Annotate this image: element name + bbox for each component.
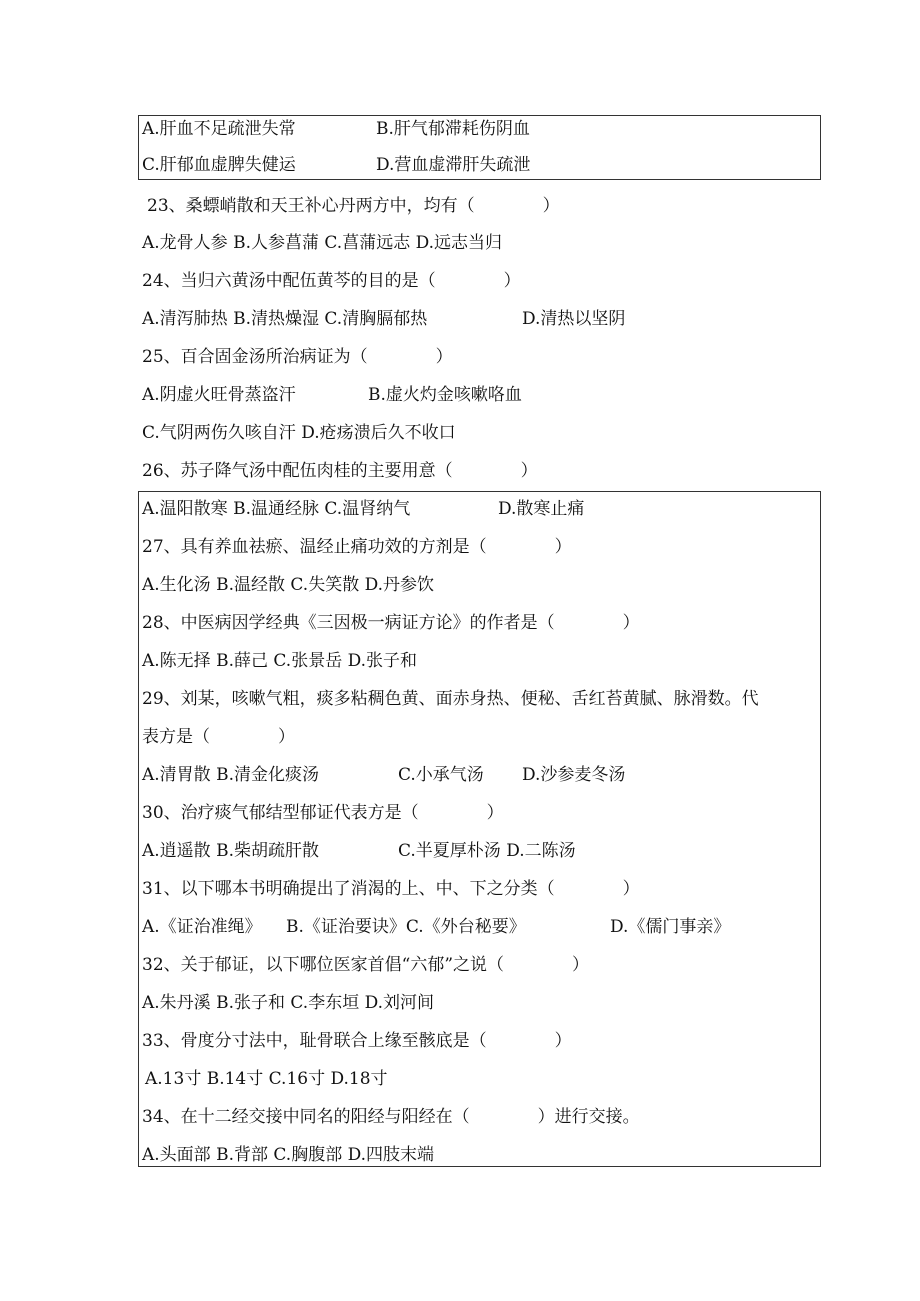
answer-options-26-abc: A.温阳散寒 B.温通经脉 C.温肾纳气 [142, 499, 411, 519]
answer-options-30-ab: A.逍遥散 B.柴胡疏肝散 [142, 841, 319, 861]
question-30: 30、治疗痰气郁结型郁证代表方是（ ） [142, 803, 504, 823]
question-34: 34、在十二经交接中同名的阳经与阳经在（ ）进行交接。 [142, 1107, 640, 1127]
question-25: 25、百合固金汤所治病证为（ ） [142, 347, 453, 367]
answer-option-25-a: A.阴虚火旺骨蒸盗汗 [142, 385, 296, 405]
answer-option-31-a: A.《证治准绳》 [142, 917, 262, 937]
answer-options-33: A.13寸 B.14寸 C.16寸 D.18寸 [145, 1069, 388, 1089]
question-33: 33、骨度分寸法中，耻骨联合上缘至骸底是（ ） [142, 1031, 572, 1051]
answer-options-25-cd: C.气阴两伤久咳自汗 D.疮疡溃后久不收口 [142, 423, 456, 443]
answer-option-25-b: B.虚火灼金咳嗽咯血 [368, 385, 522, 405]
answer-options-23: A.龙骨人参 B.人参菖蒲 C.菖蒲远志 D.远志当归 [142, 233, 503, 253]
option-22-d: D.营血虚滞肝失疏泄 [376, 155, 531, 175]
answer-options-31-bc: B.《证治要诀》C.《外台秘要》 [286, 917, 526, 937]
answer-option-29-c: C.小承气汤 [398, 765, 484, 785]
option-22-c: C.肝郁血虚脾失健运 [142, 155, 296, 175]
answer-option-29-d: D.沙参麦冬汤 [522, 765, 626, 785]
answer-option-26-d: D.散寒止痛 [498, 499, 585, 519]
answer-options-27: A.生化汤 B.温经散 C.失笑散 D.丹参饮 [142, 575, 435, 595]
question-29-line1: 29、刘某，咳嗽气粗，痰多粘稠色黄、面赤身热、便秘、舌红苔黄腻、脉滑数。代 [142, 689, 759, 709]
answer-option-24-d: D.清热以坚阴 [522, 309, 626, 329]
answer-options-28: A.陈无择 B.薛己 C.张景岳 D.张子和 [142, 651, 418, 671]
answer-options-32: A.朱丹溪 B.张子和 C.李东垣 D.刘河间 [142, 993, 435, 1013]
answer-option-31-d: D.《儒门事亲》 [610, 917, 731, 937]
question-23: 23、桑螵峭散和天王补心丹两方中，均有（ ） [147, 196, 560, 216]
question-28: 28、中医病因学经典《三因极一病证方论》的作者是（ ） [142, 613, 640, 633]
question-26: 26、苏子降气汤中配伍肉桂的主要用意（ ） [142, 461, 538, 481]
question-29-line2: 表方是（ ） [142, 727, 295, 747]
answer-options-24-abc: A.清泻肺热 B.清热燥湿 C.清胸膈郁热 [142, 309, 428, 329]
question-24: 24、当归六黄汤中配伍黄芩的目的是（ ） [142, 271, 521, 291]
answer-options-30-cd: C.半夏厚朴汤 D.二陈汤 [398, 841, 576, 861]
question-32: 32、关于郁证，以下哪位医家首倡“六郁”之说（ ） [142, 955, 590, 975]
option-22-a: A.肝血不足疏泄失常 [142, 119, 296, 139]
answer-options-34: A.头面部 B.背部 C.胸腹部 D.四肢末端 [142, 1145, 435, 1165]
question-31: 31、以下哪本书明确提出了消渴的上、中、下之分类（ ） [142, 879, 640, 899]
answer-options-29-ab: A.清胃散 B.清金化痰汤 [142, 765, 319, 785]
option-22-b: B.肝气郁滞耗伤阴血 [376, 119, 530, 139]
question-27: 27、具有养血祛瘀、温经止痛功效的方剂是（ ） [142, 537, 572, 557]
